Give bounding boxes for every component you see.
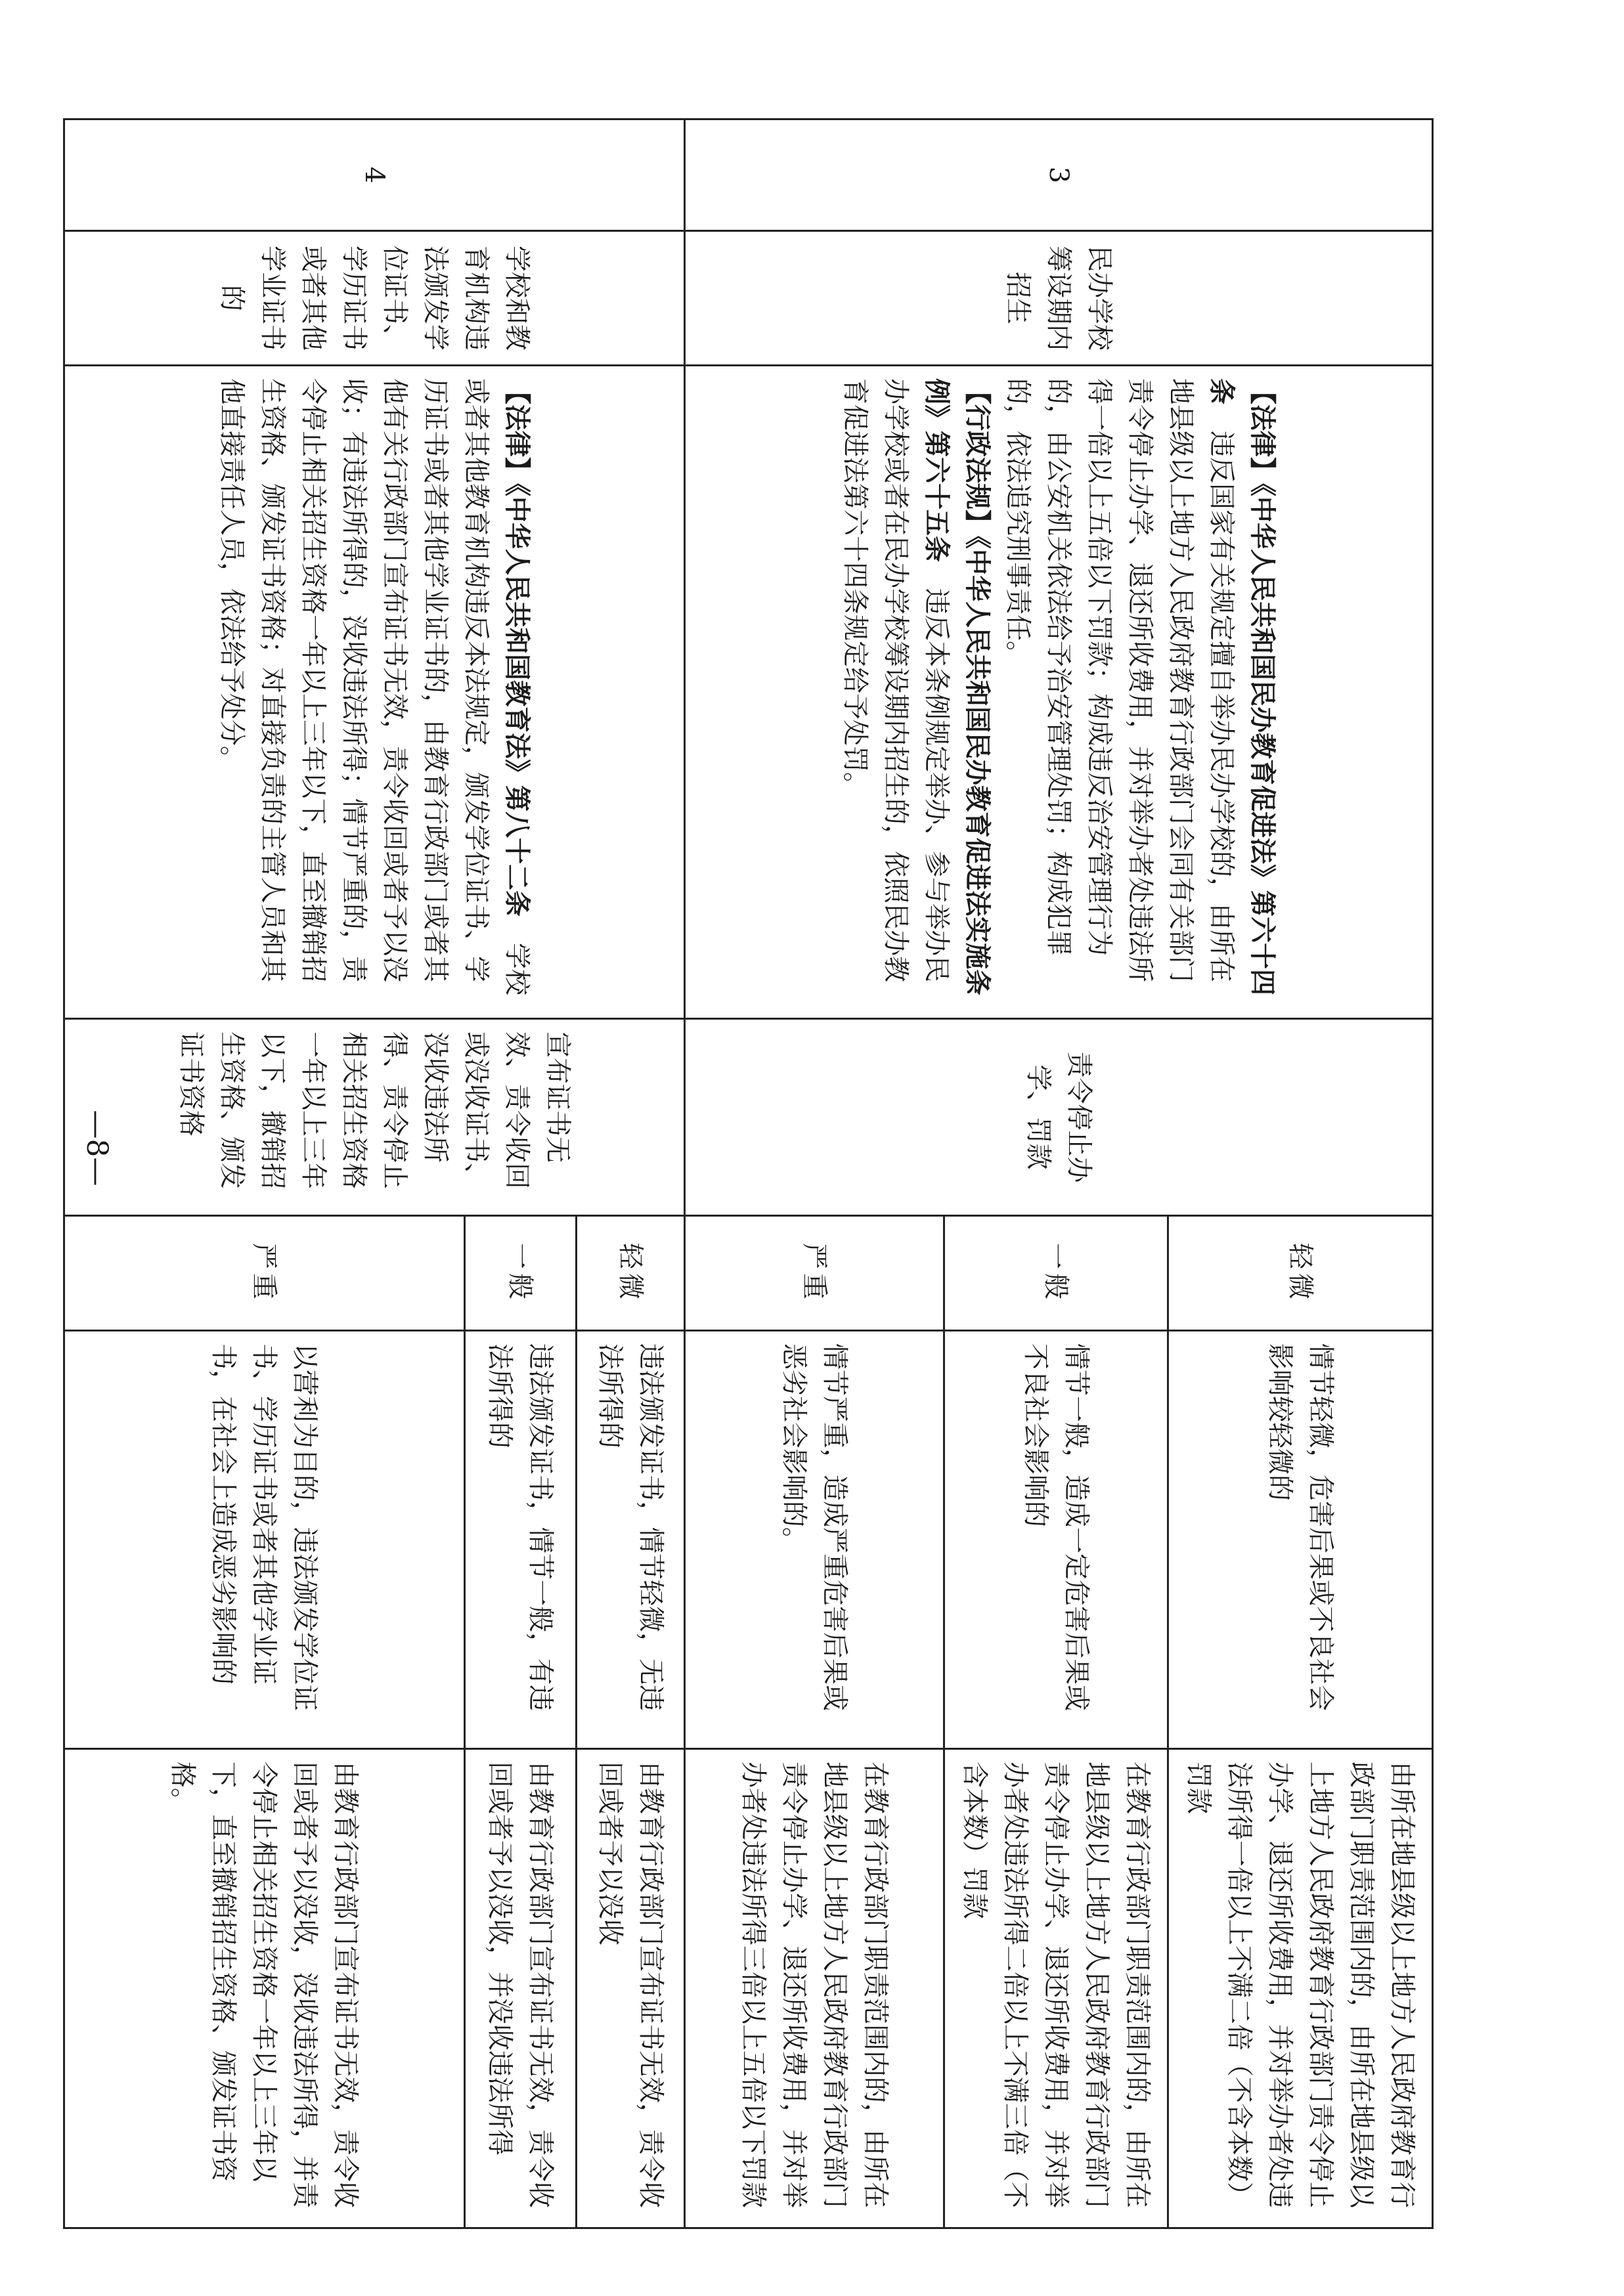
table-row bbox=[577, 119, 685, 2228]
standard: 由教育行政部门宣布证书无效，责令收回或者予以没收 bbox=[577, 1749, 685, 2228]
level: 一般 bbox=[944, 1216, 1168, 1331]
circumstance: 情节严重，造成严重危害后果或恶劣社会影响的。 bbox=[685, 1331, 944, 1749]
circumstance: 情节一般，造成一定危害后果或不良社会影响的 bbox=[944, 1331, 1168, 1749]
violation-item: 民办学校筹设期内招生 bbox=[685, 231, 1433, 366]
table-row bbox=[1168, 119, 1433, 2228]
page-number: —8— bbox=[80, 1110, 114, 1186]
standard: 由所在地县级以上地方人民政府教育行政部门职责范围内的，由所在地县级以上地方人民政府教育行政部门责令停止办学、退还所收费用，并对举办者处违法所得一倍以上不满二倍（不含本数）罚款 bbox=[1168, 1749, 1433, 2228]
basis-text: 学校或者其他教育机构违反本法规定，颁发学位证书、学历证书或者其他学业证书的，由教育行政部门或者其他有关行政部门宣布证书无效，责令收回或者予以没收；有违法所得的，没收违法所得；情节严重的，责令停止相关招生资格一年以上三年以下，直至撤销招生资格、颁发证书资格；对直接负责的主管人员和其他直接责任人员，依法给予处分。 bbox=[217, 378, 532, 995]
legal-basis bbox=[685, 366, 1433, 1019]
circumstance: 违法颁发证书，情节一般，有违法所得的 bbox=[465, 1331, 577, 1749]
standard: 在教育行政部门职责范围内的，由所在地县级以上地方人民政府教育行政部门责令停止办学、退还所收费用，并对举办者处违法所得三倍以上五倍以下罚款 bbox=[685, 1749, 944, 2228]
basis-article: 第六十四条 bbox=[1206, 378, 1278, 995]
row-number: 4 bbox=[64, 119, 685, 231]
level: 严重 bbox=[685, 1216, 944, 1331]
row-number: 3 bbox=[685, 119, 1433, 231]
basis-article: 第六十五条 bbox=[921, 431, 952, 562]
basis-text: 违反国家有关规定擅自举办民办学校的，由所在地县级以上地方人民政府教育行政部门会同有关部门责令停止办学、退还所收费用，并对举办者处违法所得一倍以上五倍以下罚款；构成违反治安管理行为的，由公安机关依法给予治安管理处罚；构成犯罪的，依法追究刑事责任。 bbox=[1003, 378, 1237, 982]
standard: 由教育行政部门宣布证书无效，责令收回或者予以没收，没收违法所得，并责令停止相关招生资格一年以上三年以下，直至撤销招生资格、颁发证书资格。 bbox=[64, 1749, 465, 2228]
penalty-standard-table bbox=[63, 118, 1434, 2229]
basis-text: 违反本条例规定举办、参与举办民办学校或者在民办学校筹设期内招生的，依照民办教育促进法第六十四条规定给予处罚。 bbox=[840, 378, 952, 982]
level: 一般 bbox=[465, 1216, 577, 1331]
penalty-type: 宣布证书无效、责令收回或没收证书、没收违法所得、责令停止相关招生资格一年以上三年以下，撤销招生资格、颁发证书资格 bbox=[64, 1019, 685, 1216]
basis-title: 【法律】《中华人民共和国民办教育促进法》 bbox=[1247, 378, 1278, 890]
violation-item: 学校和教育机构违法颁发学位证书、学历证书或者其他学业证书的 bbox=[64, 231, 685, 366]
circumstance: 以营利为目的，违法颁发学位证书、学历证书或者其他学业证书，在社会上造成恶劣影响的 bbox=[64, 1331, 465, 1749]
penalty-type: 责令停止办学、罚款 bbox=[685, 1019, 1433, 1216]
basis-title: 【法律】《中华人民共和国教育法》 bbox=[502, 378, 533, 785]
level: 轻微 bbox=[1168, 1216, 1433, 1331]
basis-title: 【行政法规】《中华人民共和国民办教育促进法实施条例》 bbox=[921, 378, 993, 995]
level: 严重 bbox=[64, 1216, 465, 1331]
circumstance: 情节轻微，危害后果或不良社会影响较轻微的 bbox=[1168, 1331, 1433, 1749]
circumstance: 违法颁发证书，情节轻微，无违法所得的 bbox=[577, 1331, 685, 1749]
standard: 由教育行政部门宣布证书无效，责令收回或者予以没收，并没收违法所得 bbox=[465, 1749, 577, 2228]
standard: 在教育行政部门职责范围内的，由所在地县级以上地方人民政府教育行政部门责令停止办学、退还所收费用，并对举办者处违法所得二倍以上不满三倍（不含本数）罚款 bbox=[944, 1749, 1168, 2228]
level: 轻微 bbox=[577, 1216, 685, 1331]
basis-article: 第八十二条 bbox=[502, 785, 533, 917]
legal-basis bbox=[64, 366, 685, 1019]
